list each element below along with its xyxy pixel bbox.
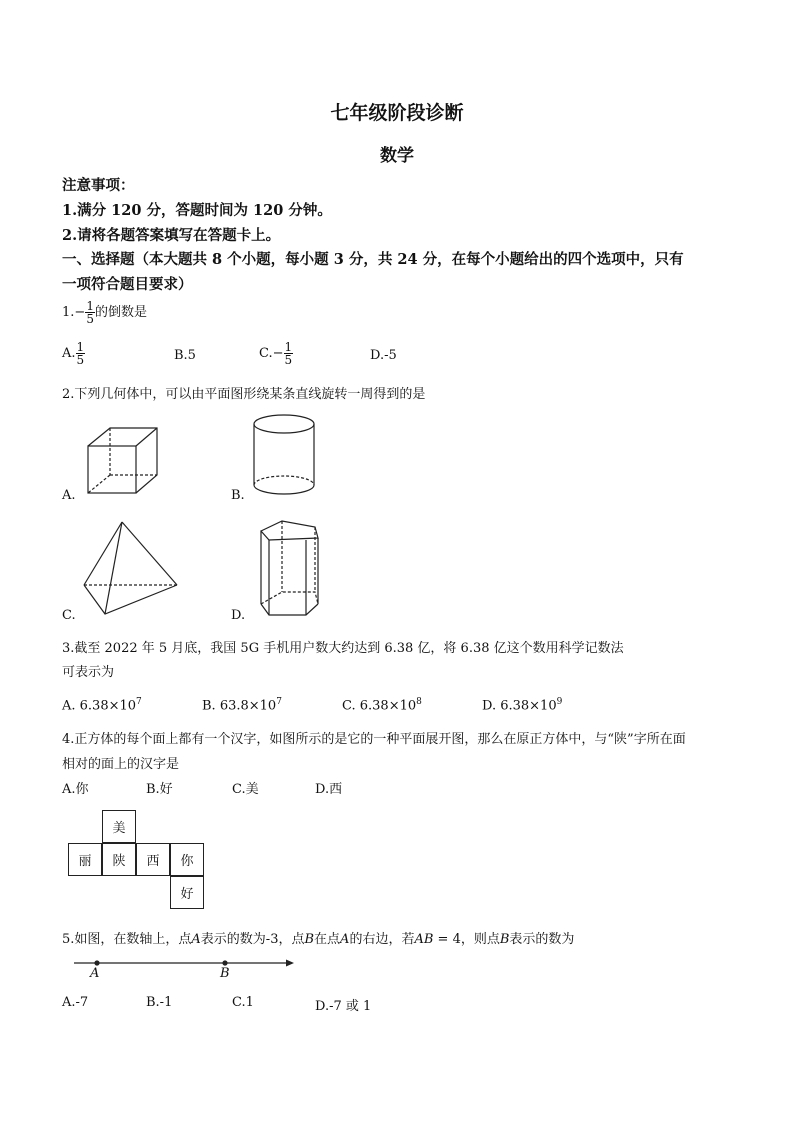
q3-option-d-text: D. 6.38×10 <box>482 698 557 714</box>
q3-option-c-text: C. 6.38×10 <box>342 698 417 714</box>
pyramid-figure <box>82 520 182 616</box>
number-line <box>72 956 302 984</box>
point-a-dot <box>94 960 99 965</box>
q3-option-c <box>342 697 422 713</box>
question-2: 2.下列几何体中，可以由平面图形绕某条直线旋转一周得到的是 <box>62 387 426 402</box>
q2-option-d: D. <box>231 608 246 623</box>
q1-option-c-num: 1 <box>284 340 293 354</box>
q5-option-b: B.-1 <box>146 995 173 1010</box>
q1-option-b: B.5 <box>174 348 196 363</box>
q1-option-c-label: C. <box>259 346 273 361</box>
q3-option-a <box>62 697 142 713</box>
q3-option-b-exp: 7 <box>276 697 282 707</box>
q5-text-c: 在点 <box>314 932 341 947</box>
number-line-label-b: B <box>220 966 230 981</box>
note-item-1: 1.满分 120 分，答题时间为 120 分钟。 <box>62 202 332 219</box>
question-4-line-1: 4.正方体的每个面上都有一个汉字，如图所示的是它的一种平面展开图，那么在原正方体中，与“陕”字所在面 <box>62 732 686 747</box>
q4-option-d: D.西 <box>315 782 343 797</box>
q2-option-a: A. <box>62 488 76 503</box>
q1-option-c-den: 5 <box>284 353 293 367</box>
q2-option-b: B. <box>231 488 245 503</box>
cube-figure <box>86 426 161 496</box>
q1-option-c <box>259 341 293 366</box>
q3-option-c-exp: 8 <box>416 697 422 707</box>
q1-numerator: 1 <box>86 299 94 313</box>
section-heading-line-1: 一、选择题（本大题共 8 个小题，每小题 3 分，共 24 分，在每个小题给出的四个选项中，只有 <box>62 251 684 268</box>
q5-point-a: A <box>191 932 201 947</box>
q1-option-c-fraction <box>284 341 294 366</box>
q1-option-a <box>62 341 85 366</box>
q5-text-d: 的右边，若 <box>349 932 415 947</box>
q5-ab: AB <box>414 932 434 947</box>
net-cell-row-4: 你 <box>170 843 204 876</box>
q1-text: 的倒数是 <box>94 305 147 320</box>
q3-option-b-text: B. 63.8×10 <box>202 698 277 714</box>
q1-option-a-den: 5 <box>76 353 85 367</box>
point-b-dot <box>222 960 227 965</box>
net-cell-row-2: 陕 <box>102 843 136 876</box>
q5-option-d: D.-7 或 1 <box>315 999 372 1014</box>
q5-point-b2: B <box>499 932 510 947</box>
net-cell-bottom: 好 <box>170 876 204 909</box>
q1-option-a-num: 1 <box>76 340 85 354</box>
net-cell-row-3: 西 <box>136 843 170 876</box>
q5-text-b: 表示的数为-3，点 <box>200 932 305 947</box>
q4-option-b: B.好 <box>146 782 173 797</box>
q1-option-d: D.-5 <box>370 348 397 363</box>
q2-option-c: C. <box>62 608 76 623</box>
question-3-line-2: 可表示为 <box>62 665 115 680</box>
q5-text-f: 表示的数为 <box>509 932 575 947</box>
q1-option-a-fraction <box>76 341 86 366</box>
question-4-line-2: 相对的面上的汉字是 <box>62 757 180 772</box>
section-heading-line-2: 一项符合题目要求） <box>62 276 193 293</box>
question-1 <box>62 300 147 325</box>
subject-title: 数学 <box>380 146 414 166</box>
number-line-label-a: A <box>90 966 100 981</box>
q1-denominator: 5 <box>86 312 94 326</box>
notes-heading: 注意事项： <box>62 177 135 194</box>
question-3-line-1: 3.截至 2022 年 5 月底，我国 5G 手机用户数大约达到 6.38 亿，将 6.38 亿这个数用科学记数法 <box>62 641 624 656</box>
net-cell-top: 美 <box>102 810 136 843</box>
q5-option-c: C.1 <box>232 995 254 1010</box>
cube-net <box>68 810 204 910</box>
q1-option-c-sign: − <box>272 346 284 361</box>
q5-option-a: A.-7 <box>62 995 89 1010</box>
cylinder-figure <box>252 412 318 498</box>
q1-sign: − <box>74 305 86 320</box>
q3-option-a-text: A. 6.38×10 <box>62 698 137 714</box>
q1-option-a-label: A. <box>62 346 76 361</box>
page-title: 七年级阶段诊断 <box>330 102 464 124</box>
q5-text-a: 5.如图，在数轴上，点 <box>62 932 192 947</box>
question-5 <box>62 928 574 947</box>
q3-option-a-exp: 7 <box>136 697 142 707</box>
q5-text-e: = 4，则点 <box>433 932 500 947</box>
q4-option-c: C.美 <box>232 782 259 797</box>
q3-option-b <box>202 697 282 713</box>
q5-point-b: B <box>304 932 315 947</box>
q5-point-a2: A <box>340 932 350 947</box>
q3-option-d <box>482 697 562 713</box>
q1-number: 1. <box>62 305 75 320</box>
note-item-2: 2.请将各题答案填写在答题卡上。 <box>62 227 281 244</box>
q3-option-d-exp: 9 <box>556 697 563 707</box>
net-cell-row-1: 丽 <box>68 843 102 876</box>
q4-option-a: A.你 <box>62 782 89 797</box>
q1-fraction <box>85 300 95 325</box>
prism-figure <box>257 518 321 618</box>
